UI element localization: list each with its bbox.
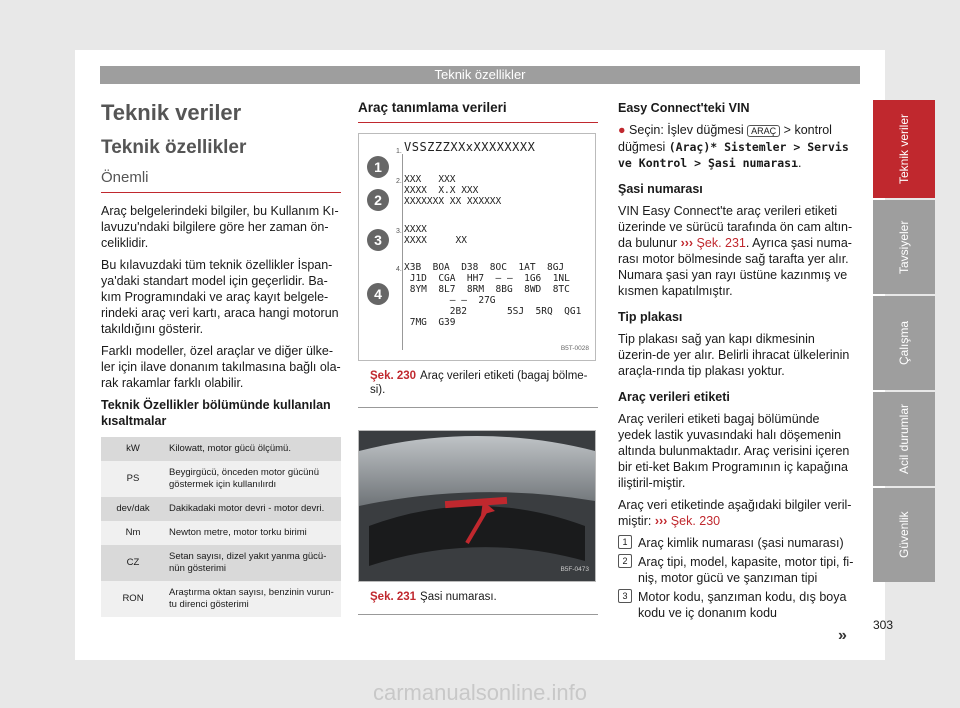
figure-231-block xyxy=(358,430,598,615)
windshield-illustration xyxy=(359,431,595,581)
column-middle xyxy=(358,100,598,637)
list-item: 1 Araç kimlik numarası (şasi numarası) xyxy=(618,535,856,551)
abbreviations-table xyxy=(101,437,341,617)
tab-acil-durumlar[interactable]: Acil durumlar xyxy=(873,392,935,486)
tab-calisma[interactable]: Çalışma xyxy=(873,296,935,390)
figure-230-block xyxy=(358,133,598,408)
figure-number: Şek. 231 xyxy=(370,591,417,603)
figure-caption-text: Araç verileri etiketi (bagaj bölme-si). xyxy=(370,370,588,396)
marker-2: 2 xyxy=(367,189,389,211)
paragraph: Tip plakası sağ yan kapı dikmesinin üzerin-de yer alır. Belirli ihracat ülkelerinin araçla-rında tip plakası yoktur. xyxy=(618,332,850,378)
figure-ref-link[interactable]: Şek. 230 xyxy=(670,514,721,528)
header-bar: Teknik özellikler xyxy=(100,66,860,84)
row-number: 3. xyxy=(396,228,402,235)
tab-teknik-veriler[interactable]: Teknik veriler xyxy=(873,100,935,198)
abbr-key: CZ xyxy=(126,557,140,568)
item-number: 2 xyxy=(618,554,632,568)
section-title-arac-tanimlama: Araç tanımlama verileri xyxy=(358,100,598,123)
abbr-value: Dakikadaki motor devri - motor devri. xyxy=(169,503,325,514)
vin-line: VSSZZZXXxXXXXXXXX xyxy=(404,140,536,154)
tab-guvenlik[interactable]: Güvenlik xyxy=(873,488,935,582)
abbr-value: Kilowatt, motor gücü ölçümü. xyxy=(169,443,291,454)
table-row xyxy=(101,461,341,497)
type-block: XXX XXX XXXX X.X XXX XXXXXXX XX XXXXXX xyxy=(404,174,502,207)
chassis-number-figure xyxy=(358,430,596,582)
figure-caption xyxy=(370,369,598,397)
table-row xyxy=(101,437,341,461)
watermark: carmanualsonline.info xyxy=(372,680,588,705)
item-number: 3 xyxy=(618,589,632,603)
table-row xyxy=(101,521,341,545)
table-row xyxy=(101,497,341,521)
column-left xyxy=(101,100,341,617)
figure-caption xyxy=(370,590,598,604)
list-item: 3 Motor kodu, şanzıman kodu, dış boya kodu ve iç donanım kodu xyxy=(618,589,856,621)
table-row xyxy=(101,545,341,581)
paragraph: ● Seçin: İşlev düğmesi ARAÇ > kontrol düğmesi (Araç)* Sistemler > Servis ve Kontrol > Şasi numarası. xyxy=(618,123,849,170)
marker-4: 4 xyxy=(367,283,389,305)
heading-easy-connect-vin: Easy Connect'teki VIN xyxy=(618,101,750,115)
paragraph: Araç veri etiketinde aşağıdaki bilgiler veril-miştir: ››› Şek. 230 xyxy=(618,498,852,528)
heading-arac-verileri-etiketi: Araç verileri etiketi xyxy=(618,390,730,404)
column-right xyxy=(618,100,856,624)
continue-icon: » xyxy=(838,627,847,644)
marker-3: 3 xyxy=(367,229,389,251)
tab-tavsiyeler[interactable]: Tavsiyeler xyxy=(873,200,935,294)
page-number: 303 xyxy=(873,618,894,632)
abbr-key: PS xyxy=(126,473,140,484)
abbr-value: Beygirgücü, önceden motor gücünü göstermek için kullanılırdı xyxy=(169,467,319,490)
menu-path: (Araç)* Sistemler > Servis ve Kontrol > Şasi numarası xyxy=(618,140,849,170)
arac-key: ARAÇ xyxy=(747,125,780,137)
table-row xyxy=(101,581,341,617)
row-number: 4. xyxy=(396,266,402,273)
abbr-value: Newton metre, motor torku birimi xyxy=(169,527,307,538)
paragraph: Araç verileri etiketi bagaj bölümünde yedek lastik yuvasındaki halı döşemenin altında bulunmaktadır. Araç verisini içeren bir eti-ket Bakım Programının iç kapağına iliştiril-miştir. xyxy=(618,412,850,490)
label-divider xyxy=(402,154,403,350)
abbr-key: dev/dak xyxy=(116,503,150,514)
figure-number: Şek. 230 xyxy=(370,370,417,382)
heading-teknik-ozellikler: Teknik özellikler xyxy=(101,137,247,158)
bullet-icon: ● xyxy=(618,123,626,137)
paragraph: Bu kılavuzdaki tüm teknik özellikler İspan-ya'daki standart model için geçerlidir. Ba-kım Programındaki ve araç kayıt belgele-rindeki araç veri kartı, araca hangi motorun takıldığını gösterir. xyxy=(101,258,339,336)
figure-code: B5T-0028 xyxy=(560,345,589,352)
paragraph: Araç belgelerindeki bilgiler, bu Kullanım Kı-lavuzu'ndaki bilgilere göre her zaman ön-celiklidir. xyxy=(101,204,339,250)
paragraph: VIN Easy Connect'te araç verileri etiketi üzerinde ve sürücü tarafında ön cam altın-da bulunur ››› Şek. 231. Ayrıca şasi numa-rası motor bölmesinde sağ tarafta yer alır. Numara şasi yan rayı üstüne kazınmış ve kısmen kapatılmıştır. xyxy=(618,204,853,298)
list-item: 2 Araç tipi, model, kapasite, motor tipi, fi-niş, motor gücü ve şanzıman tipi xyxy=(618,554,856,586)
marker-1: 1 xyxy=(367,156,389,178)
vehicle-data-label-figure xyxy=(358,133,596,361)
abbr-key: RON xyxy=(122,593,144,604)
paragraph: Farklı modeller, özel araçlar ve diğer ülke-ler için ilave donanım takılmasına bağlı ola-rak rakamlar farklı olabilir. xyxy=(101,344,341,390)
row-number: 2. xyxy=(396,178,402,185)
abbr-key: Nm xyxy=(125,527,141,538)
equipment-codes-block: X3B BOA D38 8OC 1AT 8GJ J1D CGA HH7 – – 1G6 1NL 8YM 8L7 8RM 8BG 8WD 8TC – – 27G 2B2 5SJ 5RQ QG1 7MG G39 xyxy=(404,262,582,328)
figure-ref-arrows: ››› xyxy=(654,514,668,528)
heading-teknik-veriler: Teknik veriler xyxy=(101,100,242,125)
figure-ref-link[interactable]: Şek. 231 xyxy=(696,236,746,250)
figure-caption-text: Şasi numarası. xyxy=(420,591,497,603)
abbr-value: Setan sayısı, dizel yakıt yanma gücü-nün gösterimi xyxy=(169,551,327,574)
abbreviations-title: Teknik Özellikler bölümünde kullanılan kısaltmalar xyxy=(101,398,331,428)
row-number: 1. xyxy=(396,148,402,155)
figure-ref-arrows: ››› xyxy=(680,236,694,250)
figure-code: B5F-0473 xyxy=(560,566,589,573)
item-number: 1 xyxy=(618,535,632,549)
heading-sasi-numarasi: Şasi numarası xyxy=(618,182,703,196)
heading-onemli: Önemli xyxy=(101,170,341,193)
abbr-value: Araştırma oktan sayısı, benzinin vurun-tu direnci gösterimi xyxy=(169,587,334,610)
abbr-key: kW xyxy=(126,443,140,454)
engine-block: XXXX XXXX XX xyxy=(404,224,467,246)
heading-tip-plakasi: Tip plakası xyxy=(618,310,683,324)
